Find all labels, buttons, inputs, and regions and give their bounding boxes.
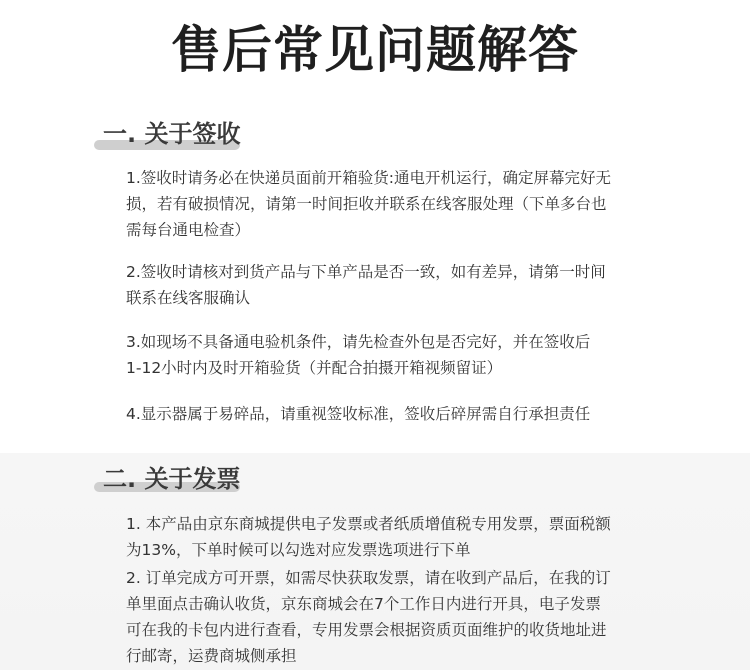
invoice-item-2: 2. 订单完成方可开票，如需尽快获取发票，请在收到产品后，在我的订 单里面点击确认收货，京东商城会在7个工作日内进行开具，电子发票 可在我的卡包内进行查看，专用发票会根据资质页面维护的收货地址进 行邮寄，运费商城侧承担 [126, 569, 611, 665]
invoice-section-heading: 二. 关于发票 [103, 465, 241, 493]
signing-item-1: 1.签收时请务必在快递员面前开箱验货:通电开机运行，确定屏幕完好无 损，若有破损情况，请第一时间拒收并联系在线客服处理（下单多台也 需每台通电检查） [126, 169, 612, 239]
signing-item-2: 2.签收时请核对到货产品与下单产品是否一致，如有差异，请第一时间 联系在线客服确认 [126, 263, 606, 307]
signing-section-heading: 一. 关于签收 [103, 120, 241, 148]
page-title: 售后常见问题解答 [171, 21, 579, 79]
invoice-item-1: 1. 本产品由京东商城提供电子发票或者纸质增值税专用发票，票面税额 为13%，下单时候可以勾选对应发票选项进行下单 [126, 515, 611, 559]
signing-item-4: 4.显示器属于易碎品，请重视签收标准，签收后碎屏需自行承担责任 [126, 405, 591, 423]
signing-item-3: 3.如现场不具备通电验机条件，请先检查外包是否完好，并在签收后 1-12小时内及时开箱验货（并配合拍摄开箱视频留证） [126, 333, 591, 377]
